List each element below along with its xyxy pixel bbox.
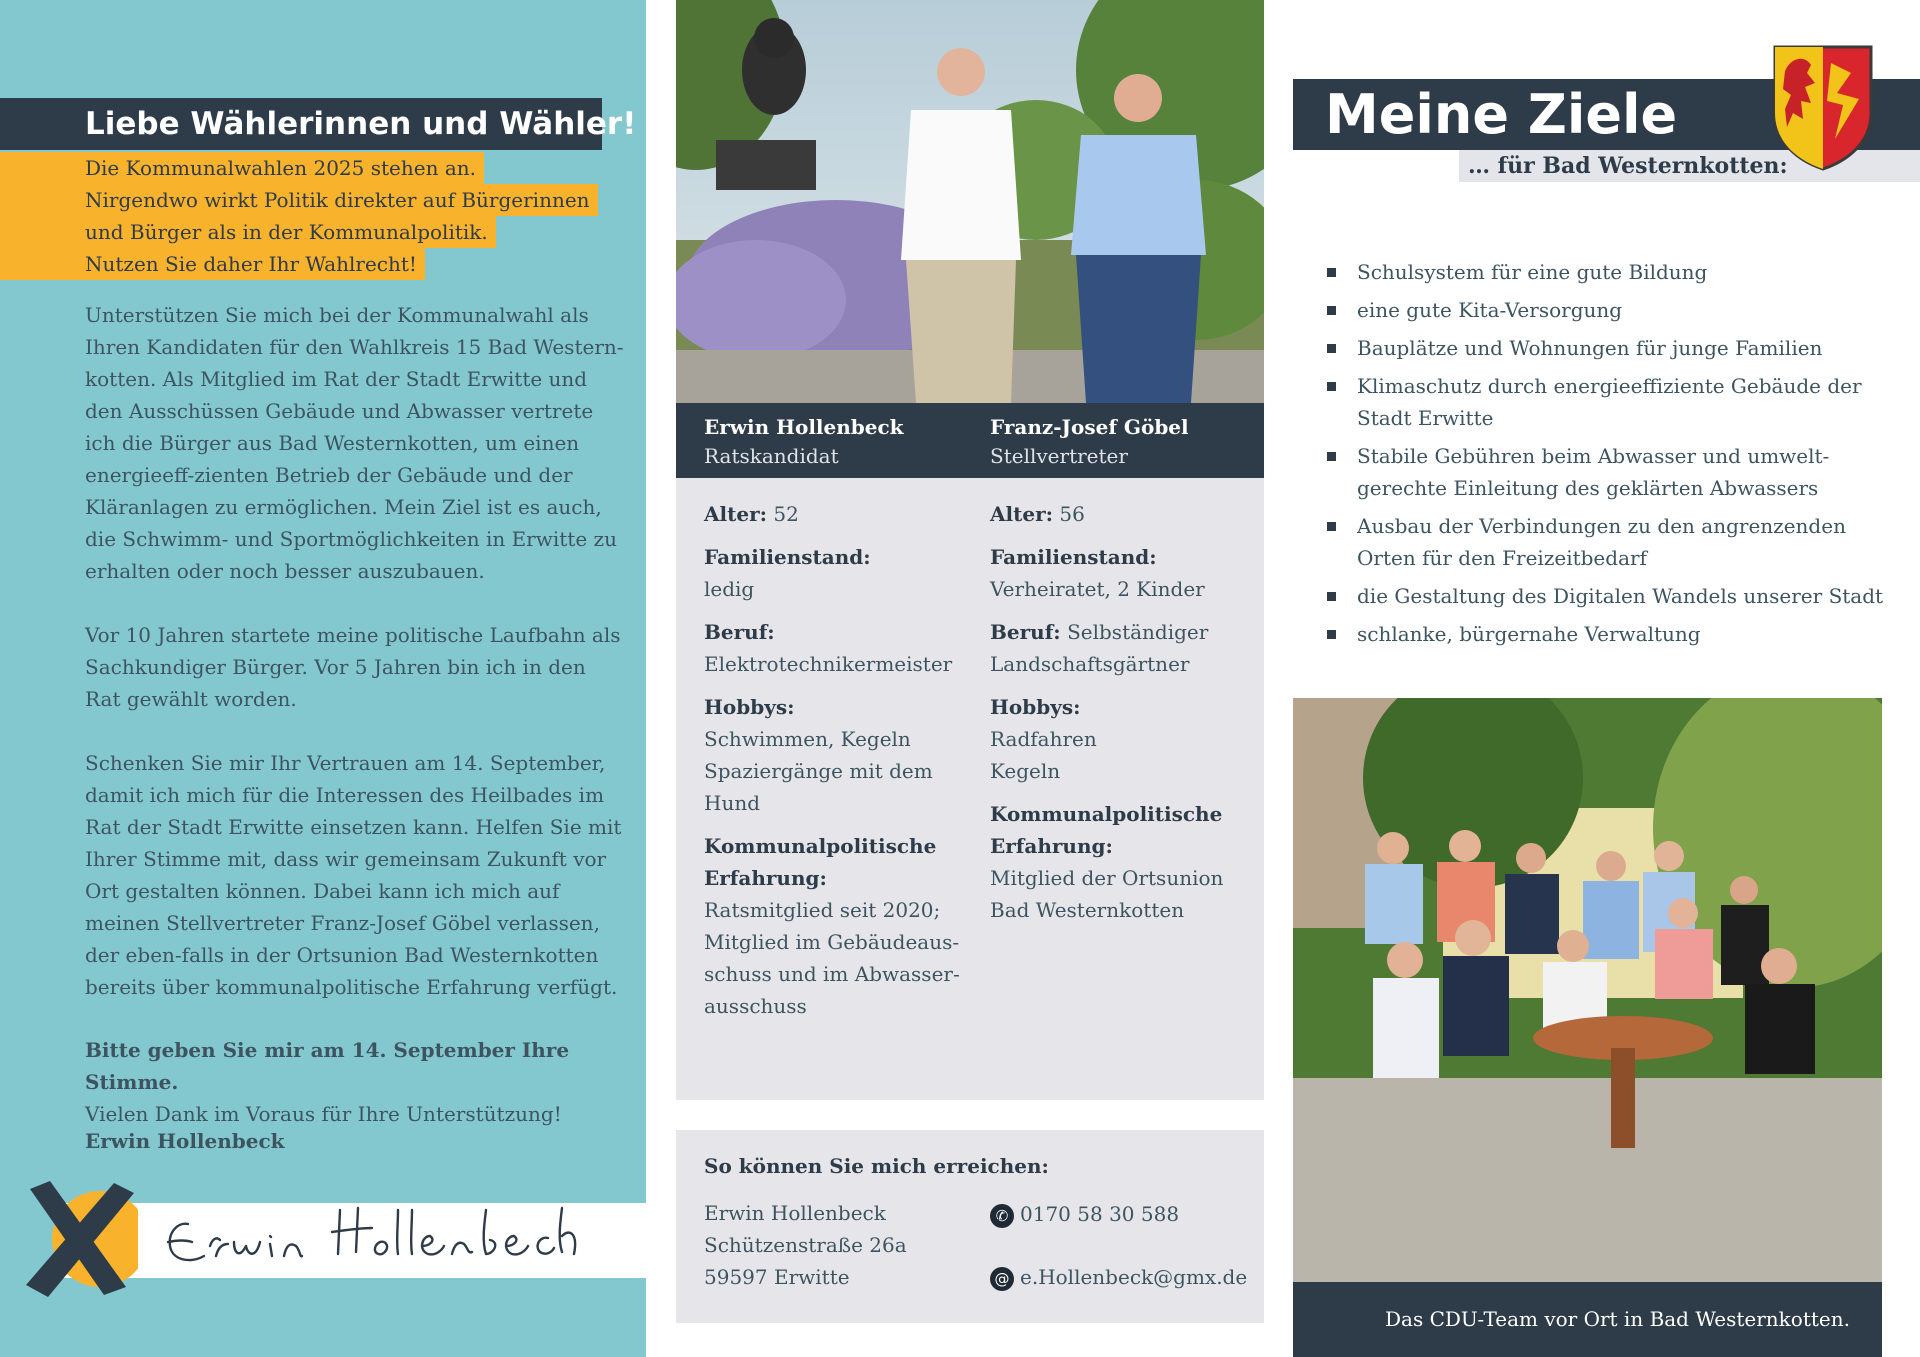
paragraph-vote-request: [85, 1034, 625, 1130]
team-photo: [1293, 698, 1882, 1282]
candidate-name: Franz-Josef Göbel: [990, 415, 1189, 439]
phone-number: 0170 58 30 588: [1020, 1202, 1180, 1226]
goal-item: Bauplätze und Wohnungen für junge Familien: [1323, 332, 1903, 364]
candidate-names-bar: [676, 403, 1264, 478]
profile-column: Alter: 52 Familienstand: ledig Beruf: Elektrotechnikermeister Hobbys: Schwimmen, Kegeln Spaziergänge mit dem Hund Kommunalpolitische Erfahrung: Ratsmitglied seit 2020; Mitglied im Gebäudeaus- schuss und im Abwasser- ausschuss: [704, 502, 960, 1018]
vote-request: Bitte geben Sie mir am 14. September Ihre Stimme.: [85, 1038, 570, 1094]
postal-address: Erwin Hollenbeck Schützenstraße 26a 59597 Erwitte: [704, 1201, 907, 1289]
ballot-x-icon: [18, 1175, 138, 1300]
goals-list: [1323, 256, 1903, 656]
signature-name: Erwin Hollenbeck: [85, 1129, 285, 1153]
team-caption: Das CDU-Team vor Ort in Bad Westernkotten.: [1384, 1307, 1850, 1331]
intro-line: Nutzen Sie daher Ihr Wahlrecht!: [0, 248, 425, 280]
coat-of-arms-icon: [1771, 43, 1875, 173]
thanks-text: Vielen Dank im Voraus für Ihre Unterstützung!: [85, 1102, 562, 1126]
team-caption-bar: [1293, 1282, 1882, 1357]
candidate-role: Ratskandidat: [704, 444, 839, 468]
email-address: e.Hollenbeck@gmx.de: [1020, 1265, 1248, 1289]
intro-line: und Bürger als in der Kommunalpolitik.: [0, 216, 496, 248]
phone-contact[interactable]: [990, 1200, 1179, 1228]
goals-title: Meine Ziele: [1325, 83, 1678, 146]
candidate-name: Erwin Hollenbeck: [704, 415, 904, 439]
intro-highlight: [0, 152, 646, 280]
goal-item: die Gestaltung des Digitalen Wandels unserer Stadt: [1323, 580, 1903, 612]
paragraph-career: Vor 10 Jahren startete meine politische Laufbahn als Sachkundiger Bürger. Vor 5 Jahren bin ich in den Rat gewählt worden.: [85, 623, 621, 711]
paragraph-trust: Schenken Sie mir Ihr Vertrauen am 14. September, damit ich mich für die Interessen des Heilbades im Rat der Stadt Erwitte einsetzen kann. Helfen Sie mit Ihrer Stimme mit, dass wir gemeinsam Zukunft vor Ort gestalten können. Dabei kann ich mich auf meinen Stellvertreter Franz-Josef Göbel verlassen, der eben-falls in der Ortsunion Bad Westernkotten bereits über kommunalpolitische Erfahrung verfügt.: [85, 751, 622, 999]
profile-column: Alter: 56 Familienstand: Verheiratet, 2 Kinder Beruf: Selbständiger Landschaftsgärtner Hobbys: Radfahren Kegeln Kommunalpolitische Erfahrung: Mitglied der Ortsunion Bad Westernkotten: [990, 502, 1224, 922]
goal-item: schlanke, bürgernahe Verwaltung: [1323, 618, 1903, 650]
candidates-photo: [676, 0, 1264, 403]
candidate-profiles: [676, 478, 1264, 1100]
goal-item: Ausbau der Verbindungen zu den angrenzenden Orten für den Freizeitbedarf: [1323, 510, 1903, 574]
intro-line: Die Kommunalwahlen 2025 stehen an.: [0, 152, 484, 184]
intro-line: Nirgendwo wirkt Politik direkter auf Bürgerinnen: [0, 184, 598, 216]
goal-item: Schulsystem für eine gute Bildung: [1323, 256, 1903, 288]
goal-item: eine gute Kita-Versorgung: [1323, 294, 1903, 326]
candidate-role: Stellvertreter: [990, 444, 1128, 468]
goal-item: Stabile Gebühren beim Abwasser und umwelt-gerechte Einleitung des geklärten Abwassers: [1323, 440, 1903, 504]
contact-box: [676, 1130, 1264, 1323]
contact-title: So können Sie mich erreichen:: [704, 1154, 1049, 1178]
goal-item: Klimaschutz durch energieeffiziente Gebäude der Stadt Erwitte: [1323, 370, 1903, 434]
goals-subtitle: … für Bad Westernkotten:: [1468, 153, 1788, 179]
email-contact[interactable]: [990, 1263, 1247, 1291]
phone-icon: ✆: [990, 1204, 1014, 1228]
greeting-title: Liebe Wählerinnen und Wähler!: [0, 98, 602, 150]
handwritten-signature: [160, 1206, 580, 1276]
at-icon: @: [990, 1267, 1014, 1291]
paragraph-support: Unterstützen Sie mich bei der Kommunalwahl als Ihren Kandidaten für den Wahlkreis 15 Bad Western-kotten. Als Mitglied im Rat der Stadt Erwitte und den Ausschüssen Gebäude und Abwasser vertrete ich die Bürger aus Bad Westernkotten, um einen energieeff-zienten Betrieb der Gebäude und der Kläranlagen zu ermöglichen. Mein Ziel ist es auch, die Schwimm- und Sportmöglichkeiten in Erwitte zu erhalten oder noch besser auszubauen.: [85, 303, 624, 583]
